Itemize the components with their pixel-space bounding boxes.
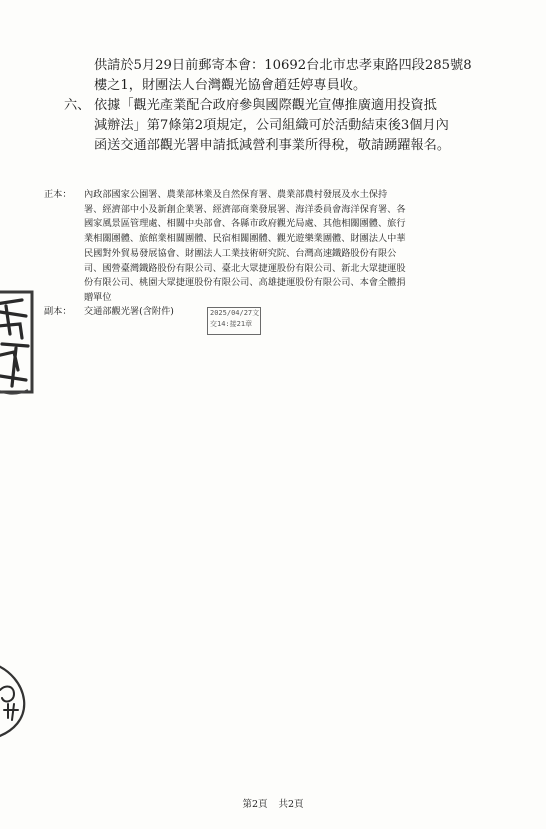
- page-current: 第2頁: [242, 799, 268, 810]
- seal-stamp-fragment-bottom: [0, 660, 34, 742]
- continuation-line: 供請於5月29日前郵寄本會：10692台北市忠孝東路四段285號8: [94, 58, 472, 73]
- recipient-line: 署、經濟部中小及新創企業署、經濟部商業發展署、海洋委員會海洋保育署、各: [84, 203, 406, 215]
- page-total: 共2頁: [278, 799, 304, 810]
- recipient-line: 份有限公司、桃園大眾捷運股份有限公司、高雄捷運股份有限公司、本會全體捐: [84, 277, 406, 289]
- distribution-copy: [44, 305, 520, 320]
- item-number: 六、: [64, 98, 91, 113]
- item-six: [60, 96, 530, 156]
- body-text: [60, 56, 530, 156]
- recipient-line: 業相關團體、旅館業相關團體、民宿相關團體、觀光遊樂業團體、財團法人中華: [84, 233, 406, 245]
- receipt-stamp: [207, 307, 261, 335]
- item-line: 函送交通部觀光署申請抵減營利事業所得稅，敬請踴躍報名。: [94, 138, 451, 153]
- stamp-line: 交14:接21章: [210, 320, 253, 328]
- stamp-line: 2025/04/27文: [210, 309, 260, 317]
- seal-stamp-fragment: [0, 286, 36, 400]
- recipient-line: 司、國營臺灣鐵路股份有限公司、臺北大眾捷運股份有限公司、新北大眾捷運股: [84, 262, 406, 274]
- recipient-line: 民國對外貿易發展協會、財團法人工業技術研究院、台灣高速鐵路股份有限公: [84, 247, 397, 259]
- distribution-main: [44, 188, 520, 306]
- copy-recipients-label: 副本：: [44, 306, 72, 317]
- item-line: 減辦法」第7條第2項規定，公司組織可於活動結束後3個月內: [94, 118, 449, 133]
- recipient-line: 贈單位: [84, 291, 112, 303]
- recipient-line: 國家風景區管理處、相關中央部會、各縣市政府觀光局處、其他相關團體、旅行: [84, 218, 406, 230]
- continuation-line: 樓之1，財團法人台灣觀光協會趙廷婷專員收。: [94, 78, 367, 93]
- page-number: [0, 796, 546, 810]
- item-line: 依據「觀光產業配合政府參與國際觀光宣傳推廣適用投資抵: [94, 98, 437, 113]
- copy-recipient: 交通部觀光署(含附件): [84, 306, 174, 317]
- main-recipients-label: 正本：: [44, 189, 72, 200]
- recipient-line: 內政部國家公園署、農業部林業及自然保育署、農業部農村發展及水土保持: [84, 189, 388, 200]
